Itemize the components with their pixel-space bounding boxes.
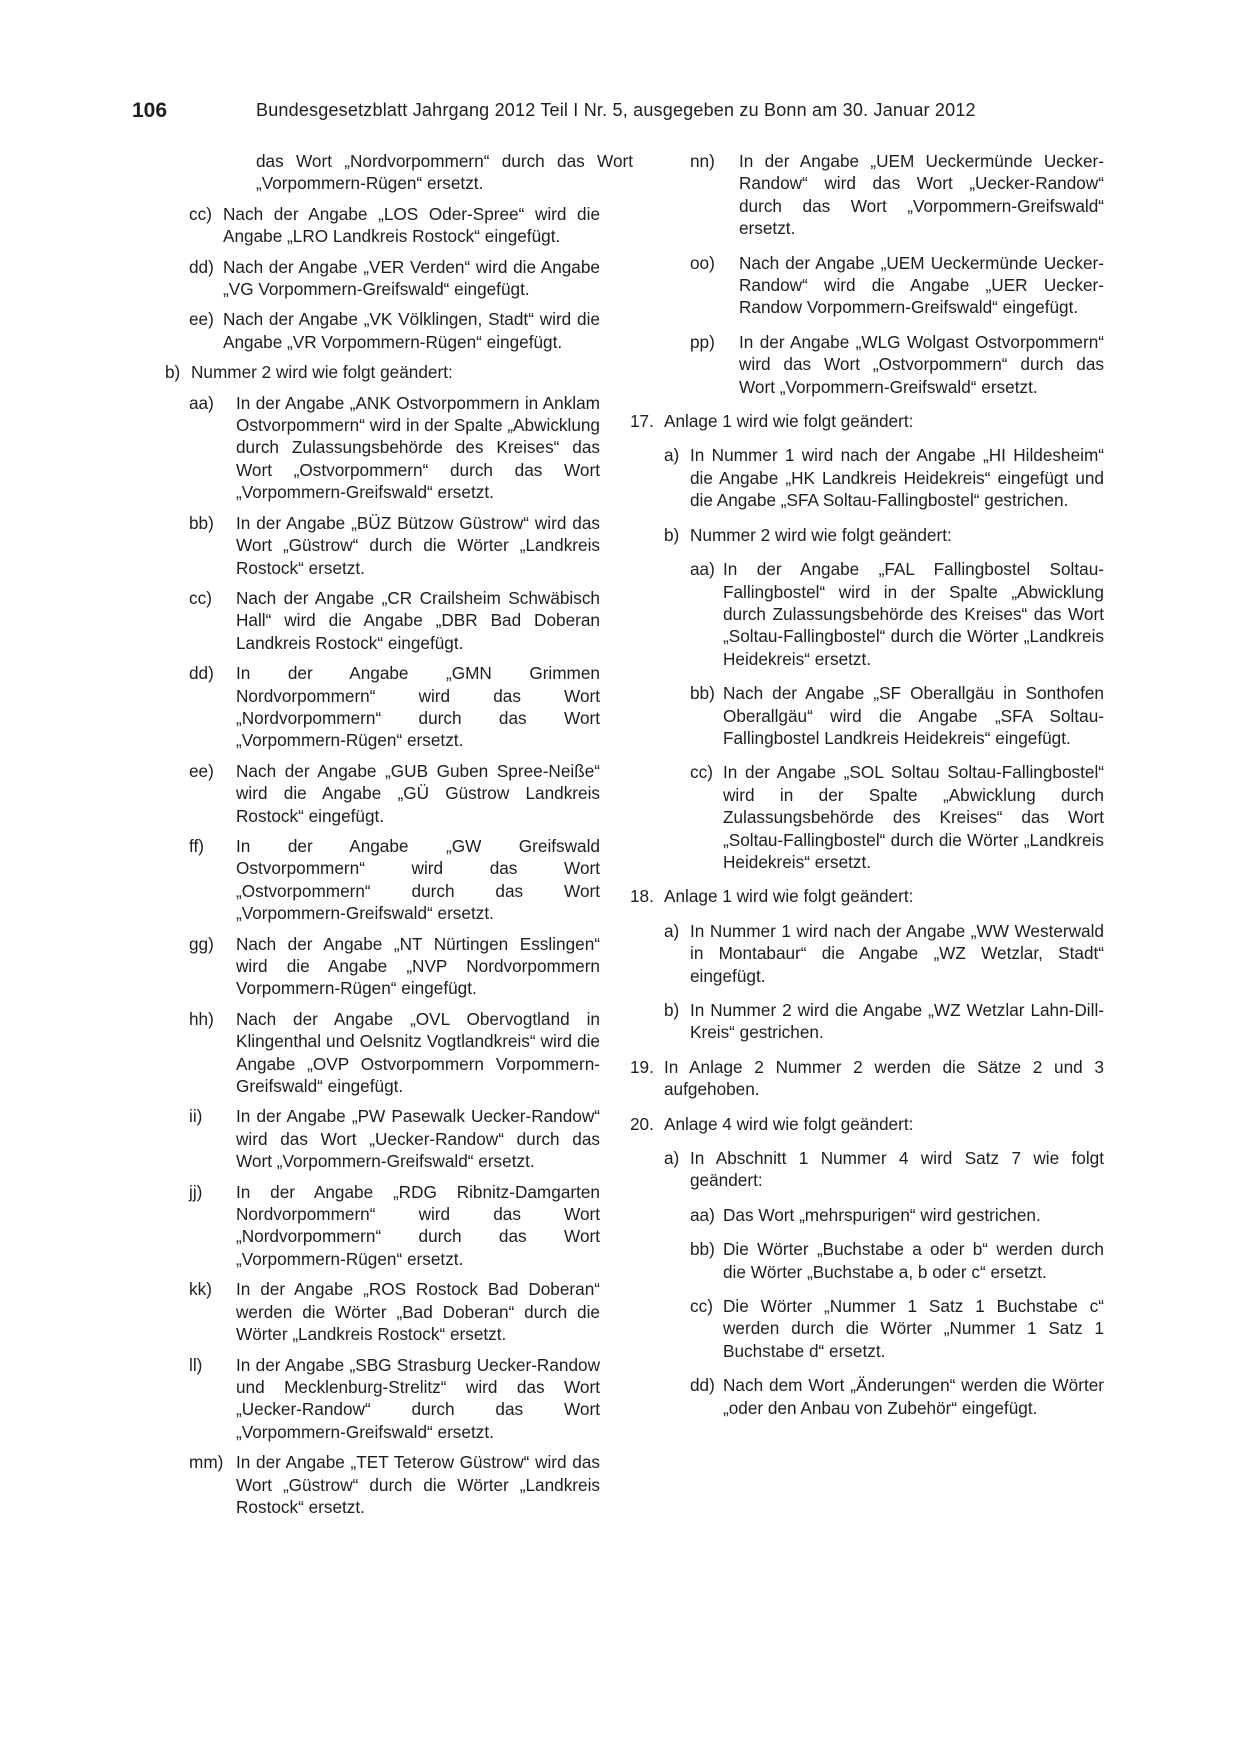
item-text: Das Wort „mehrspurigen“ wird gestrichen.	[723, 1204, 1041, 1225]
item-label: bb)	[189, 512, 214, 533]
item-label: cc)	[189, 203, 212, 224]
item-text: Die Wörter „Buchstabe a oder b“ werden durch die Wörter „Buchstabe a, b oder c“ ersetzt.	[723, 1239, 1104, 1282]
left-column	[165, 150, 633, 1518]
item-label: b)	[165, 362, 181, 383]
item-label: a)	[664, 1148, 680, 1169]
page-header	[132, 99, 978, 127]
item-label: cc)	[690, 1296, 713, 1317]
item-label: nn)	[690, 151, 715, 171]
list-item-b	[664, 999, 1104, 1044]
item-label: 19.	[630, 1056, 654, 1077]
item-label: aa)	[189, 392, 214, 413]
item-text: Nach der Angabe „VK Völklingen, Stadt“ wird die Angabe „VR Vorpommern-Rügen“ eingefügt.	[223, 309, 600, 352]
list-item-18	[630, 885, 1104, 907]
item-text: Nach der Angabe „CR Crailsheim Schwäbisch Hall“ wird die Angabe „DBR Bad Doberan Landkreis Rostock“ eingefügt.	[236, 587, 600, 653]
list-item-dd	[690, 1374, 1104, 1419]
list-item-mm	[189, 1451, 600, 1518]
item-label: ee)	[189, 309, 214, 330]
item-label: b)	[664, 524, 680, 545]
item-label: cc)	[189, 587, 212, 608]
item-text: In der Angabe „SBG Strasburg Uecker-Randow und Mecklenburg-Strelitz“ wird das Wort „Uecker-Randow“ durch das Wort „Vorpommern-Greifswald“ ersetzt.	[236, 1354, 600, 1442]
list-item-aa	[690, 558, 1104, 670]
item-text: In der Angabe „GW Greifswald Ostvorpommern“ wird das Wort „Ostvorpommern“ durch das Wort „Vorpommern-Greifswald“ ersetzt.	[236, 835, 600, 924]
item-label: ll)	[189, 1354, 203, 1375]
item-text: In Nummer 1 wird nach der Angabe „WW Westerwald in Montabaur“ die Angabe „WZ Wetzlar, Stadt“ eingefügt.	[690, 920, 1104, 986]
item-text: In Nummer 1 wird nach der Angabe „HI Hildesheim“ die Angabe „HK Landkreis Heidekreis“ eingefügt und die Angabe „SFA Soltau-Fallingbostel“ gestrichen.	[690, 445, 1104, 511]
list-item-pp	[690, 331, 1104, 398]
list-item-17	[630, 410, 1104, 432]
item-text: Nummer 2 wird wie folgt geändert:	[191, 362, 453, 383]
list-item-ii	[189, 1105, 600, 1172]
item-label: pp)	[690, 331, 715, 352]
item-label: bb)	[690, 683, 715, 704]
list-item-b	[165, 361, 602, 383]
item-text: In der Angabe „ROS Rostock Bad Doberan“ werden die Wörter „Bad Doberan“ durch die Wörter „Landkreis Rostock“ ersetzt.	[236, 1279, 600, 1345]
item-text: In der Angabe „TET Teterow Güstrow“ wird das Wort „Güstrow“ durch die Wörter „Landkreis Rostock“ ersetzt.	[236, 1452, 600, 1517]
item-label: kk)	[189, 1279, 212, 1300]
item-label: aa)	[690, 1204, 715, 1225]
item-label: a)	[664, 920, 680, 941]
item-label: b)	[664, 1000, 680, 1020]
list-item-oo	[690, 252, 1104, 319]
list-item-jj	[189, 1181, 600, 1271]
item-label: aa)	[690, 559, 715, 580]
item-text: In der Angabe „UEM Ueckermünde Uecker-Randow“ wird das Wort „Uecker-Randow“ durch das Wort „Vorpommern-Greifswald“ ersetzt.	[739, 151, 1104, 239]
item-text: Nummer 2 wird wie folgt geändert:	[690, 524, 952, 545]
item-text: Die Wörter „Nummer 1 Satz 1 Buchstabe c“ werden durch die Wörter „Nummer 1 Satz 1 Buchstabe d“ ersetzt.	[723, 1296, 1104, 1361]
list-item-dd	[189, 256, 600, 301]
item-text: Nach dem Wort „Änderungen“ werden die Wörter „oder den Anbau von Zubehör“ eingefügt.	[723, 1375, 1104, 1418]
list-item-ll	[189, 1354, 600, 1444]
item-label: dd)	[690, 1375, 715, 1396]
item-label: ee)	[189, 760, 214, 781]
list-item-bb	[690, 1238, 1104, 1283]
list-item-nn	[690, 150, 1104, 240]
item-label: dd)	[189, 256, 214, 277]
item-text: Nach der Angabe „OVL Obervogtland in Klingenthal und Oelsnitz Vogtlandkreis“ wird die Angabe „OVP Ostvorpommern Vorpommern-Greifswald“ eingefügt.	[236, 1008, 600, 1097]
item-text: In Nummer 2 wird die Angabe „WZ Wetzlar Lahn-Dill-Kreis“ gestrichen.	[690, 1000, 1104, 1043]
item-text: Anlage 1 wird wie folgt geändert:	[664, 411, 914, 432]
item-text: Nach der Angabe „LOS Oder-Spree“ wird die Angabe „LRO Landkreis Rostock“ eingefügt.	[223, 203, 600, 247]
list-item-ee	[189, 760, 600, 827]
list-item-19	[630, 1056, 1104, 1101]
list-item-hh	[189, 1008, 600, 1098]
item-label: mm)	[189, 1452, 224, 1473]
item-label: jj)	[189, 1181, 203, 1202]
list-item-cc	[189, 587, 600, 654]
item-label: gg)	[189, 933, 214, 954]
item-text: Anlage 1 wird wie folgt geändert:	[664, 886, 914, 907]
item-label: oo)	[690, 252, 715, 273]
item-text: In der Angabe „FAL Fallingbostel Soltau-Fallingbostel“ wird in der Spalte „Abwicklung durch Zulassungsbehörde des Kreises“ das Wort „Soltau-Fallingbostel“ durch die Wörter „Landkreis Heidekreis“ ersetzt.	[723, 559, 1104, 669]
list-item-cc	[690, 761, 1104, 873]
item-text: In der Angabe „SOL Soltau Soltau-Fallingbostel“ wird in der Spalte „Abwicklung durch Zulassungsbehörde des Kreises“ das Wort „Soltau-Fallingbostel“ durch die Wörter „Landkreis Heidekreis“ ersetzt.	[723, 762, 1104, 872]
item-text: In der Angabe „ANK Ostvorpommern in Anklam Ostvorpommern“ wird in der Spalte „Abwicklung durch Zulassungsbehörde des Kreises“ das Wort „Ostvorpommern“ durch das Wort „Vorpommern-Greifswald“ ersetzt.	[236, 392, 600, 503]
item-label: hh)	[189, 1008, 214, 1029]
list-item-aa	[189, 392, 600, 504]
list-item-gg	[189, 933, 600, 1000]
item-label: 18.	[630, 886, 654, 907]
item-label: dd)	[189, 663, 214, 684]
right-column	[630, 150, 1110, 1419]
item-label: ii)	[189, 1106, 203, 1127]
item-text: Nach der Angabe „NT Nürtingen Esslingen“ wird die Angabe „NVP Nordvorpommern Vorpommern-Rügen“ eingefügt.	[236, 933, 600, 999]
item-label: ff)	[189, 835, 204, 856]
list-item-continuation	[222, 150, 633, 195]
list-item-a	[664, 444, 1104, 511]
item-text: In der Angabe „GMN Grimmen Nordvorpommern“ wird das Wort „Nordvorpommern“ durch das Wort „Vorpommern-Rügen“ ersetzt.	[236, 663, 600, 751]
list-item-dd	[189, 662, 600, 752]
page-number: 106	[132, 99, 168, 122]
item-label: a)	[664, 445, 680, 466]
list-item-ee	[189, 308, 600, 353]
list-item-kk	[189, 1278, 600, 1345]
list-item-cc	[189, 203, 600, 248]
item-label: 17.	[630, 411, 654, 432]
list-item-cc	[690, 1295, 1104, 1362]
running-title: Bundesgesetzblatt Jahrgang 2012 Teil I Nr. 5, ausgegeben zu Bonn am 30. Januar 2012	[256, 100, 976, 120]
item-label: bb)	[690, 1239, 715, 1260]
item-text: In der Angabe „RDG Ribnitz-Damgarten Nordvorpommern“ wird das Wort „Nordvorpommern“ durch das Wort „Vorpommern-Rügen“ ersetzt.	[236, 1181, 600, 1269]
item-text: das Wort „Nordvorpommern“ durch das Wort „Vorpommern-Rügen“ ersetzt.	[256, 151, 633, 194]
list-item-ff	[189, 835, 600, 925]
item-text: Nach der Angabe „GUB Guben Spree-Neiße“ wird die Angabe „GÜ Güstrow Landkreis Rostock“ eingefügt.	[236, 760, 600, 826]
item-text: In der Angabe „PW Pasewalk Uecker-Randow“ wird das Wort „Uecker-Randow“ durch das Wort „Vorpommern-Greifswald“ ersetzt.	[236, 1106, 600, 1172]
list-item-20	[630, 1113, 1104, 1135]
item-text: In der Angabe „WLG Wolgast Ostvorpommern“ wird das Wort „Ostvorpommern“ durch das Wort „Vorpommern-Greifswald“ ersetzt.	[739, 331, 1104, 397]
item-text: In der Angabe „BÜZ Bützow Güstrow“ wird das Wort „Güstrow“ durch die Wörter „Landkreis Rostock“ ersetzt.	[236, 512, 600, 578]
item-label: 20.	[630, 1113, 654, 1134]
item-text: In Anlage 2 Nummer 2 werden die Sätze 2 und 3 aufgehoben.	[664, 1056, 1104, 1100]
item-text: In Abschnitt 1 Nummer 4 wird Satz 7 wie folgt geändert:	[690, 1148, 1104, 1191]
list-item-aa	[690, 1204, 1104, 1226]
list-item-a	[664, 920, 1104, 987]
item-text: Nach der Angabe „VER Verden“ wird die Angabe „VG Vorpommern-Greifswald“ eingefügt.	[223, 256, 600, 300]
item-text: Nach der Angabe „UEM Ueckermünde Uecker-Randow“ wird die Angabe „UER Uecker-Randow Vorpommern-Greifswald“ eingefügt.	[739, 252, 1104, 318]
item-text: Anlage 4 wird wie folgt geändert:	[664, 1113, 914, 1134]
list-item-a	[664, 1147, 1104, 1192]
item-text: Nach der Angabe „SF Oberallgäu in Sonthofen Oberallgäu“ wird die Angabe „SFA Soltau-Fallingbostel Landkreis Heidekreis“ eingefügt.	[723, 683, 1104, 748]
list-item-b	[664, 524, 1104, 546]
list-item-bb	[189, 512, 600, 579]
list-item-bb	[690, 682, 1104, 749]
item-label: cc)	[690, 762, 713, 783]
